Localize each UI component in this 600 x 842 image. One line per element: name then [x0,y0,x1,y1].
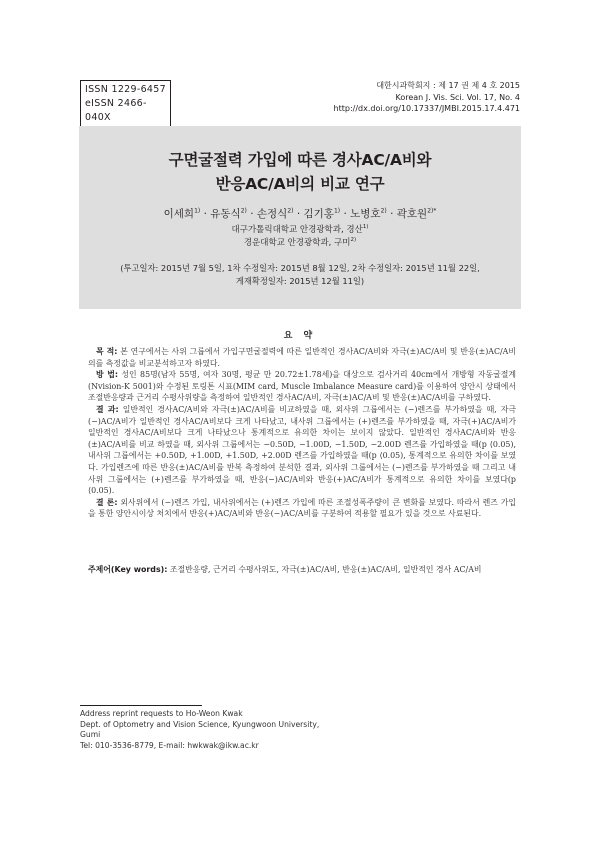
abstract-section-text: 일반적인 경사AC/A비와 자극(±)AC/A비를 비교하였을 때, 외사위 그룹에서는 (−)렌즈를 부가하였을 때, 자극(−)AC/A비가 일반적인 경사AC/A비보다 크게 나타났고, 내사위 그룹에서는 (+)렌즈를 부가하였을 때, 자극(+)AC/A비가 일반적인 경사AC/A비보다 크게 나타났으나 통계적으로 유의한 차이는 보이지 않았다. 일반적인 경사AC/A비와 반응(±)AC/A비를 비교 하였을 때, 외사위 그룹에서는 −0.50D, −1.00D, −1.50D, −2.00D 렌즈를 가입하였을 때(p ⟨0.05), 내사위 그룹에서는 +0.50D, +1.00D, +1.50D, +2.00D 렌즈를 가입하였을 때(p ⟨0.05), 통계적으로 유의한 차이를 보였다. 가입렌즈에 따른 반응(±)AC/A비를 반복 측정하여 분석한 결과, 외사위 그룹에서는 (−)렌즈를 부가하였을 때 그리고 내사위 그룹에서는 (+)렌즈를 부가하였을 때, 반응(−)AC/A비와 반응(+)AC/A비가 통계적으로 유의한 차이를 보였다(p ⟨0.05). [88,404,516,496]
footnote-reprint-request: Address reprint requests to Ho-Weon Kwak [80,709,243,718]
author-separator: · [246,208,257,220]
author-name: 이세희 [163,208,195,220]
author-affiliation-mark: 1) [194,207,201,215]
affiliation-text: 대구가톨릭대학교 안경광학과, 경산 [231,225,363,235]
keywords-text: 조절반응량, 근거리 수평사위도, 자극(±)AC/A비, 반응(±)AC/A비, 일반적인 경사 AC/A비 [169,565,482,574]
affiliation [79,224,521,236]
journal-volume-english: Korean J. Vis. Sci. Vol. 17, No. 4 [395,92,520,102]
author-name: 유동식 [210,208,241,220]
affiliation [79,237,521,249]
abstract-purpose [88,346,516,369]
abstract-heading: 요 약 [283,331,317,341]
abstract-section-text: 성인 85명(남자 55명, 여자 30명, 평균 만 20.72±1.78세)을 대상으로 검사거리 40cm에서 개방형 자동굴절계(Nvision-K 5001)와 수정된 토링톤 시표(MIM card, Muscle Imbalance Measure card)를 이용하여 양안시 상태에서 조절반응량과 근거리 수평사위량을 측정하여 일반적인 경사AC/A비, 자극(±)AC/A비 및 반응(±)AC/A비를 구하였다. [88,370,516,403]
journal-volume-korean: 대한시과학회지 : 제 17 권 제 4 호 2015 [376,81,520,90]
submission-dates-line-1: (투고일자: 2015년 7월 5일, 1차 수정일자: 2015년 8월 12일, 2차 수정일자: 2015년 11월 22일, [120,263,480,273]
footnote-department: Dept. of Optometry and Vision Science, Kyungwoon University, Gumi [80,719,320,740]
abstract-body [88,346,516,520]
author-list [79,208,521,221]
author-name: 김기홍 [303,208,334,220]
affiliation-text: 경운대학교 안경광학과, 구미 [243,238,351,248]
author-name: 곽호원 [396,208,428,220]
author-name: 손정식 [256,208,288,220]
paper-title-line-2: 반응AC/A비의 비교 연구 [215,175,385,193]
author-affiliation-mark: 2)* [427,207,437,215]
affiliation-mark: 2) [350,237,357,244]
issn-box [80,80,171,128]
footnote-divider [80,705,202,706]
author-affiliation-mark: 2) [380,207,387,215]
author-name: 노병호 [350,208,381,220]
keywords [88,564,528,576]
footnote-contact[interactable]: Tel: 010-3536-8779, E-mail: hwkwak@ikw.ac.kr [80,740,259,750]
author-separator: · [293,208,304,220]
author-separator: · [386,208,397,220]
author-separator: · [340,208,351,220]
author-affiliation-mark: 2) [240,207,247,215]
abstract-section-text: 본 연구에서는 사위 그룹에서 가입구면굴절력에 따른 일반적인 경사AC/A비와 자극(±)AC/A비 및 반응(±)AC/A비의를 측정값을 비교분석하고자 하였다. [88,347,516,368]
journal-info [280,80,520,115]
issn-print: ISSN 1229-6457 [85,84,166,95]
abstract-section-label: 방 법: [96,370,119,380]
affiliation-mark: 1) [362,224,369,231]
abstract-section-label: 결 론: [96,497,118,507]
submission-dates-line-2: 게재확정일자: 2015년 12월 11일) [235,276,365,286]
author-separator: · [200,208,211,220]
issn-electronic: eISSN 2466-040X [85,98,147,123]
abstract-section-text: 외사위에서 (−)렌즈 가입, 내사위에서는 (+)렌즈 가입에 따른 조절성폭주량이 큰 변화를 보였다. 따라서 렌즈 가입을 통한 양안시이상 처치에서 반응(+)AC/A비와 반응(−)AC/A비를 구분하여 적용할 필요가 있을 것으로 사료된다. [88,497,516,519]
title-block [79,126,521,309]
abstract-results [88,404,516,497]
abstract-methods [88,369,516,404]
correspondence-footnote [80,709,340,751]
abstract-section-label: 목 적: [96,347,118,356]
keywords-label: 주제어(Key words): [88,565,168,574]
author-affiliation-mark: 2) [287,207,294,215]
journal-doi[interactable]: http://dx.doi.org/10.17337/JMBI.2015.17.4.471 [333,104,520,113]
abstract-conclusion [88,497,516,520]
abstract-section-label: 결 과: [96,404,119,414]
author-affiliation-mark: 1) [333,207,341,215]
paper-title-line-1: 구면굴절력 가입에 따른 경사AC/A비와 [168,151,432,169]
